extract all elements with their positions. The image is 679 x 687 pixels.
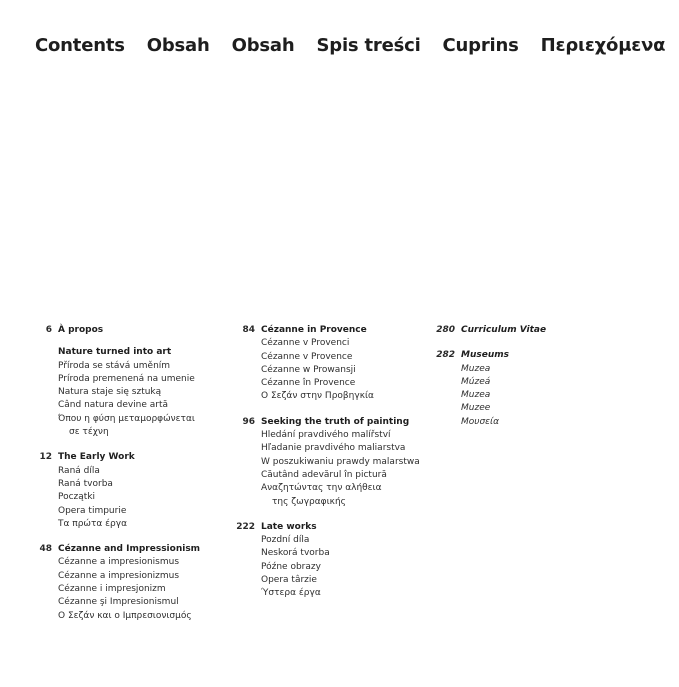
entry-line: Când natura devine artă <box>58 400 169 411</box>
toc-entry-nature[interactable] <box>30 346 230 439</box>
title-english: Contents <box>35 35 125 56</box>
entry-line: της ζωγραφικής <box>272 496 346 507</box>
entry-heading: Cézanne in Provence <box>261 325 367 335</box>
entry-line: Hledání pravdivého malířství <box>261 430 391 441</box>
entry-line: Τα πρώτα έργα <box>58 518 128 529</box>
entry-line: Múzeá <box>461 376 491 387</box>
entry-line: Muzea <box>461 363 491 374</box>
entry-heading: Curriculum Vitae <box>461 325 547 335</box>
entry-line: Hľadanie pravdivého maliarstva <box>261 443 406 454</box>
toc-column-2 <box>233 324 433 610</box>
entry-line: Natura staje się sztuką <box>58 387 162 398</box>
entry-line: Cézanne v Provenci <box>261 338 350 349</box>
entry-line: Příroda se stává uměním <box>58 360 171 371</box>
entry-line: Pozdní díla <box>261 535 310 546</box>
toc-column-1 <box>30 324 230 632</box>
entry-heading: Seeking the truth of painting <box>261 416 410 427</box>
entry-line: Cézanne în Provence <box>261 378 356 389</box>
page-number: 48 <box>39 544 52 555</box>
toc-entry-truth-of-painting[interactable] <box>233 416 433 509</box>
page-number: 12 <box>39 452 52 463</box>
title-slovak: Obsah <box>231 35 295 56</box>
title-romanian: Cuprins <box>442 35 519 56</box>
entry-line: Ο Σεζάν και ο Ιμπρεσιονισμός <box>58 610 192 621</box>
toc-entry-late-works[interactable] <box>233 521 433 601</box>
entry-line: Raná díla <box>58 465 100 476</box>
entry-line: Ο Σεζάν στην Προβηγκία <box>261 391 374 402</box>
title-polish: Spis treści <box>316 35 421 56</box>
page-number: 84 <box>242 325 255 335</box>
entry-line: Όπου η φύση μεταμορφώνεται <box>58 413 195 424</box>
entry-heading: Cézanne and Impressionism <box>58 544 201 555</box>
entry-heading: À propos <box>58 325 104 335</box>
entry-line: Późne obrazy <box>261 561 321 572</box>
entry-line: Cézanne a impresionismus <box>58 557 180 568</box>
toc-entry-impressionism[interactable] <box>30 543 230 623</box>
entry-line: σε τέχνη <box>69 427 109 438</box>
entry-line: Príroda premenená na umenie <box>58 373 195 384</box>
toc-entry-provence[interactable] <box>233 324 433 404</box>
entry-line: Ύστερα έργα <box>261 588 321 599</box>
toc-entry-curriculum-vitae[interactable] <box>433 324 633 337</box>
toc-column-3 <box>433 324 633 438</box>
entry-line: Cézanne şi Impresionismul <box>58 597 179 608</box>
page-number: 280 <box>436 325 455 335</box>
entry-line: Cézanne v Provence <box>261 351 353 362</box>
page-number: 222 <box>236 521 255 532</box>
entry-line: W poszukiwaniu prawdy malarstwa <box>261 456 420 467</box>
toc-entry-museums[interactable] <box>433 349 633 429</box>
entry-heading: Late works <box>261 521 317 532</box>
entry-heading: Museums <box>461 350 509 361</box>
contents-title-row <box>35 35 665 56</box>
entry-line: Muzee <box>461 403 491 414</box>
page-number: 282 <box>436 350 455 361</box>
entry-line: Cézanne w Prowansji <box>261 364 356 375</box>
entry-line: Opera târzie <box>261 575 317 586</box>
entry-heading: The Early Work <box>58 452 135 463</box>
entry-line: Cézanne i impresjonizm <box>58 584 166 595</box>
title-greek: Περιεχόμενα <box>540 35 666 56</box>
entry-line: Cézanne a impresionizmus <box>58 570 180 581</box>
entry-line: Początki <box>58 492 96 503</box>
entry-line: Căutând adevărul în pictură <box>261 469 387 480</box>
page-number: 6 <box>45 325 52 335</box>
title-czech: Obsah <box>146 35 210 56</box>
toc-entry-early-work[interactable] <box>30 451 230 531</box>
toc-entry-apropos[interactable] <box>30 324 230 337</box>
entry-line: Opera timpurie <box>58 505 127 516</box>
page-number: 96 <box>242 416 255 427</box>
entry-line: Αναζητώντας την αλήθεια <box>261 483 382 494</box>
entry-line: Muzea <box>461 390 491 401</box>
entry-heading: Nature turned into art <box>58 347 172 358</box>
entry-line: Neskorá tvorba <box>261 548 330 559</box>
entry-line: Raná tvorba <box>58 478 113 489</box>
entry-line: Μουσεία <box>461 416 500 427</box>
